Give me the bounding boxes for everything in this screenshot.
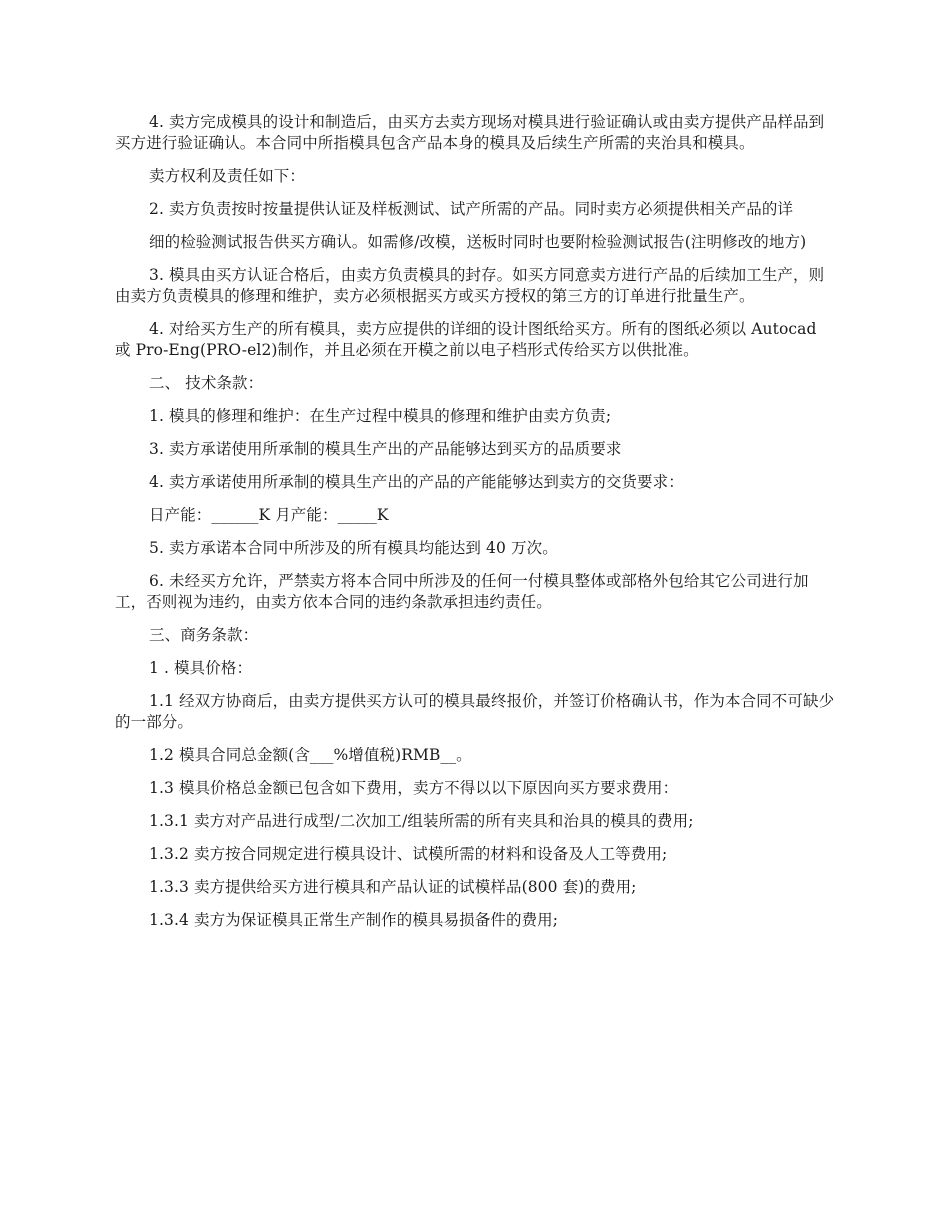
section-heading-commercial-terms: 三、商务条款： (149, 626, 259, 644)
paragraph-total-amount: 1.2 模具合同总金额(含___%增值税)RMB__。 (149, 746, 472, 764)
paragraph-capacity-commitment: 4. 卖方承诺使用所承制的模具生产出的产品的产能能够达到卖方的交货要求： (149, 473, 684, 491)
paragraph-mold-price-heading: 1 . 模具价格： (149, 659, 253, 677)
paragraph-outsourcing-ban: 6. 未经买方允许，严禁卖方将本合同中所涉及的任何一付模具整体或部格外包给其它公司进行加工，否则视为违约，由卖方依本合同的违约条款承担违约责任。 (115, 572, 809, 611)
paragraph-fixture-cost: 1.3.1 卖方对产品进行成型/二次加工/组装所需的所有夹具和治具的模具的费用; (149, 812, 694, 830)
paragraph-daily-monthly-capacity: 日产能：______K 月产能：_____K (149, 506, 389, 524)
paragraph-mold-lifetime: 5. 卖方承诺本合同中所涉及的所有模具均能达到 40 万次。 (149, 539, 558, 557)
paragraph-mold-storage: 3. 模具由买方认证合格后，由卖方负责模具的封存。如买方同意卖方进行产品的后续加工生产，则由卖方负责模具的修理和维护，卖方必须根据买方或买方授权的第三方的订单进行批量生产。 (115, 266, 825, 305)
paragraph-seller-supply: 2. 卖方负责按时按量提供认证及样板测试、试产所需的产品。同时卖方必须提供相关产品的详 (149, 200, 794, 218)
section-heading-technical-terms: 二、 技术条款： (149, 374, 264, 392)
paragraph-test-report: 细的检验测试报告供买方确认。如需修/改模，送板时同时也要附检验测试报告(注明修改的地方) (149, 233, 807, 251)
paragraph-design-trial-cost: 1.3.2 卖方按合同规定进行模具设计、试模所需的材料和设备及人工等费用; (149, 845, 668, 863)
paragraph-final-quote: 1.1 经双方协商后，由卖方提供买方认可的模具最终报价，并签订价格确认书，作为本合同不可缺少的一部分。 (115, 692, 835, 731)
paragraph-spare-parts-cost: 1.3.4 卖方为保证模具正常生产制作的模具易损备件的费用; (149, 911, 559, 929)
paragraph-sample-cost: 1.3.3 卖方提供给买方进行模具和产品认证的试模样品(800 套)的费用; (149, 878, 637, 896)
paragraph-mold-verification: 4. 卖方完成模具的设计和制造后，由买方去卖方现场对模具进行验证确认或由卖方提供产品样品到买方进行验证确认。本合同中所指模具包含产品本身的模具及后续生产所需的夹治具和模具。 (115, 113, 825, 152)
paragraph-repair-maintenance: 1. 模具的修理和维护：在生产过程中模具的修理和维护由卖方负责; (149, 407, 612, 425)
document-body (115, 112, 837, 943)
paragraph-design-drawings: 4. 对给买方生产的所有模具，卖方应提供的详细的设计图纸给买方。所有的图纸必须以 Autocad 或 Pro-Eng(PRO-el2)制作，并且必须在开模之前以电子档形式传给买方以供批准。 (115, 320, 817, 359)
paragraph-quality-commitment: 3. 卖方承诺使用所承制的模具生产出的产品能够达到买方的品质要求 (149, 440, 622, 458)
paragraph-seller-rights-heading: 卖方权利及责任如下： (149, 167, 306, 185)
paragraph-price-includes: 1.3 模具价格总金额已包含如下费用，卖方不得以以下原因向买方要求费用： (149, 779, 679, 797)
